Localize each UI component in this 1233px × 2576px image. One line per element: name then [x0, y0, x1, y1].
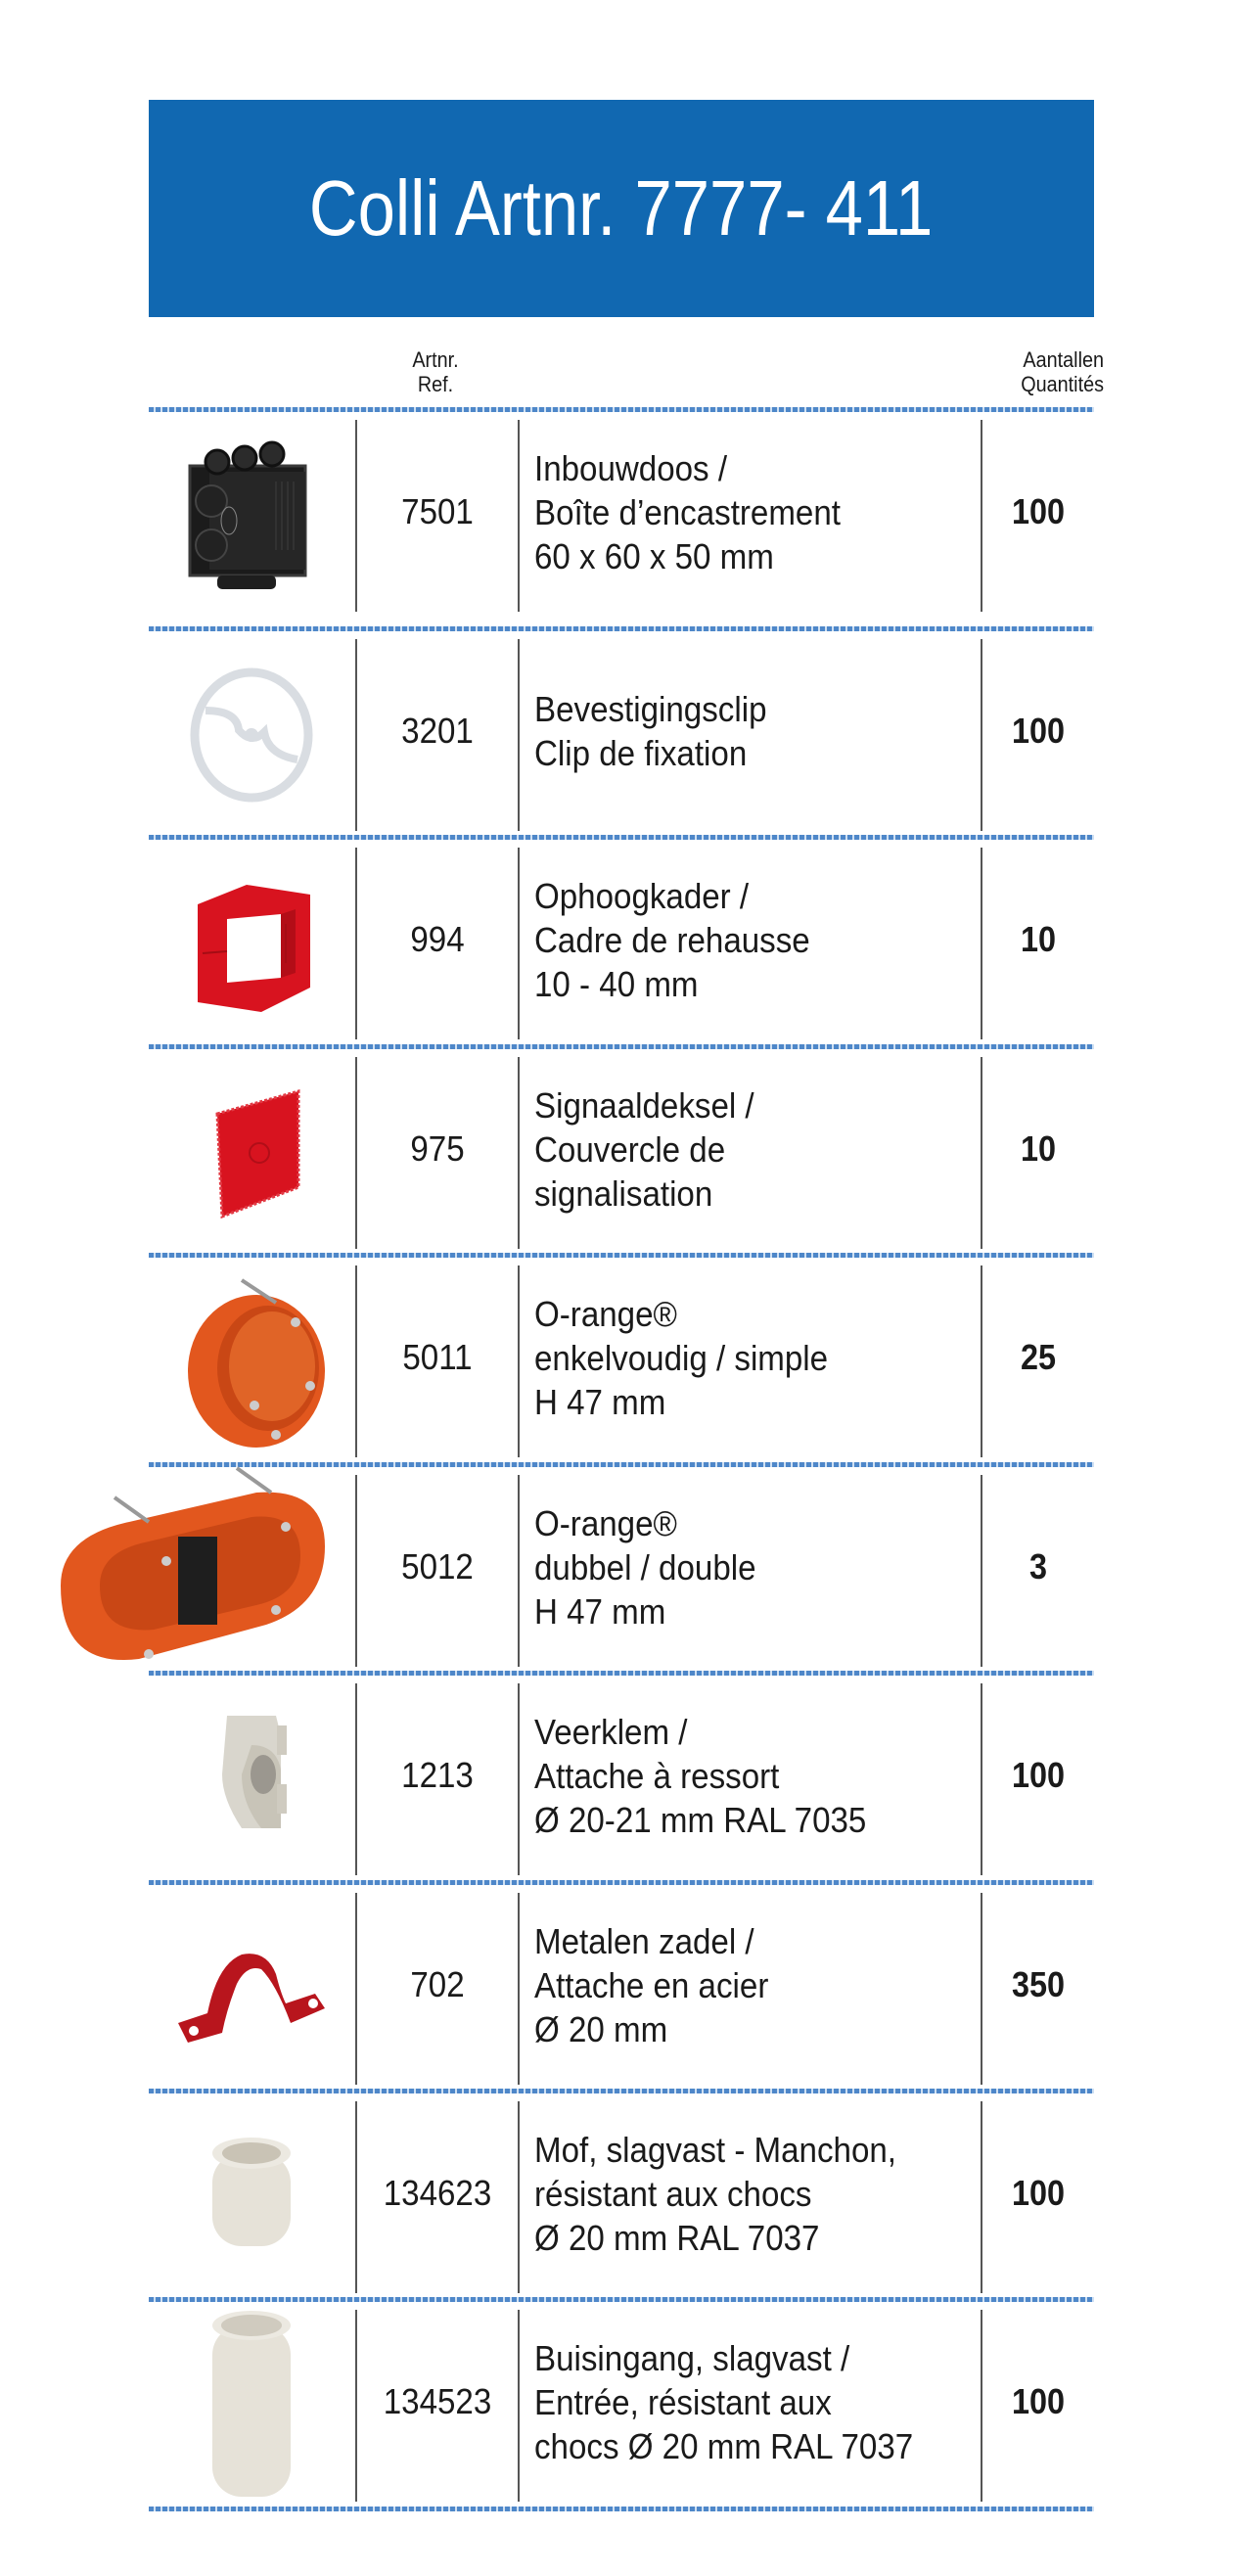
table-row [149, 2093, 1094, 2293]
tube-entry-icon [149, 2310, 354, 2502]
description [534, 412, 984, 612]
article-number: 702 [410, 1964, 465, 2004]
description [534, 2093, 984, 2293]
description [534, 1049, 984, 1249]
column-header-qty-fr: Quantités [1021, 372, 1104, 396]
description-line: Attache à ressort [534, 1755, 780, 1796]
description-line: Attache en acier [534, 1964, 769, 2005]
quantity: 100 [1011, 711, 1066, 751]
column-divider [981, 2310, 982, 2502]
red-signal-cover-icon [149, 1057, 354, 1249]
column-divider [981, 1893, 982, 2085]
table-row [149, 840, 1094, 1039]
description-line: Buisingang, slagvast / [534, 2337, 850, 2378]
column-divider [518, 1893, 520, 2085]
column-divider [981, 848, 982, 1039]
article-number: 994 [410, 919, 465, 959]
description-line: Ø 20 mm [534, 2008, 668, 2049]
column-divider [981, 1057, 982, 1249]
description-line: O-range® [534, 1502, 677, 1543]
quantity: 25 [1020, 1337, 1057, 1377]
description [534, 631, 984, 831]
column-divider [981, 1683, 982, 1875]
description [534, 1885, 984, 2085]
description-line: Ø 20-21 mm RAL 7035 [534, 1799, 867, 1840]
column-divider [981, 639, 982, 831]
description-line: 60 x 60 x 50 mm [534, 535, 774, 576]
title-banner [149, 100, 1094, 317]
description-line: enkelvoudig / simple [534, 1337, 829, 1378]
table-row [149, 1885, 1094, 2085]
orange-single-box-icon [149, 1265, 354, 1457]
quantity: 10 [1020, 1128, 1057, 1169]
description [534, 1676, 984, 1875]
description-line: 10 - 40 mm [534, 963, 699, 1004]
description-line: Couvercle de [534, 1128, 726, 1170]
column-divider [355, 1265, 357, 1457]
column-divider [518, 2101, 520, 2293]
metal-saddle-icon [149, 1893, 354, 2085]
quantity: 100 [1011, 2173, 1066, 2213]
column-divider [981, 420, 982, 612]
quantity: 350 [1011, 1964, 1066, 2004]
description-line: Inbouwdoos / [534, 447, 728, 488]
article-number: 134623 [383, 2173, 492, 2213]
description [534, 840, 984, 1039]
article-number: 3201 [401, 711, 474, 751]
table-row [149, 412, 1094, 612]
white-fixing-clip-icon [149, 639, 354, 831]
column-divider [355, 2310, 357, 2502]
column-header-qty-nl: Aantallen [1023, 347, 1104, 372]
description-line: Ø 20 mm RAL 7037 [534, 2217, 820, 2258]
table-row [149, 1049, 1094, 1249]
page-title: Colli Artnr. 7777- 411 [309, 164, 934, 252]
sleeve-coupling-icon [149, 2101, 354, 2293]
description-line: résistant aux chocs [534, 2173, 812, 2214]
column-divider [355, 2101, 357, 2293]
article-number: 1213 [401, 1755, 474, 1795]
red-extension-frame-icon [149, 848, 354, 1039]
column-divider [355, 1893, 357, 2085]
quantity: 100 [1011, 2381, 1066, 2421]
description-line: Mof, slagvast - Manchon, [534, 2129, 896, 2170]
column-divider [355, 848, 357, 1039]
column-divider [355, 1475, 357, 1667]
description [534, 1467, 984, 1667]
description-line: H 47 mm [534, 1381, 666, 1422]
article-number: 5011 [402, 1337, 473, 1377]
column-divider [518, 1475, 520, 1667]
description-line: O-range® [534, 1293, 677, 1334]
column-divider [518, 2310, 520, 2502]
article-number: 134523 [383, 2381, 492, 2421]
description-line: Veerklem / [534, 1711, 688, 1752]
column-divider [355, 639, 357, 831]
column-divider [518, 1683, 520, 1875]
description-line: signalisation [534, 1173, 713, 1214]
article-number: 5012 [401, 1546, 474, 1587]
quantity: 10 [1020, 919, 1057, 959]
description-line: Bevestigingsclip [534, 689, 767, 729]
row-divider [149, 2507, 1094, 2511]
spring-clamp-icon [149, 1683, 354, 1875]
description-line: H 47 mm [534, 1590, 666, 1632]
column-divider [981, 1265, 982, 1457]
column-divider [518, 639, 520, 831]
column-divider [518, 1265, 520, 1457]
description-line: Entrée, résistant aux [534, 2381, 832, 2422]
table-row [149, 1676, 1094, 1875]
column-divider [981, 1475, 982, 1667]
quantity: 100 [1011, 491, 1066, 531]
description-line: Boîte d’encastrement [534, 491, 841, 532]
description-line: chocs Ø 20 mm RAL 7037 [534, 2425, 914, 2466]
table-row [149, 2302, 1094, 2502]
column-divider [355, 420, 357, 612]
article-number: 7501 [401, 491, 474, 531]
description-line: dubbel / double [534, 1546, 756, 1587]
description-line: Clip de fixation [534, 733, 748, 773]
column-header-ref [391, 347, 480, 396]
column-header-ref-nl: Artnr. [412, 347, 459, 372]
description-line: Signaaldeksel / [534, 1084, 754, 1126]
description-line: Metalen zadel / [534, 1920, 754, 1961]
table-row [149, 1258, 1094, 1457]
column-header-qty [993, 347, 1104, 396]
description-line: Cadre de rehausse [534, 919, 810, 960]
column-divider [518, 420, 520, 612]
column-header-ref-fr: Ref. [417, 372, 454, 396]
column-divider [518, 1057, 520, 1249]
table-row [149, 1467, 1094, 1667]
quantity: 100 [1011, 1755, 1066, 1795]
column-divider [981, 2101, 982, 2293]
table-row [149, 631, 1094, 831]
column-divider [355, 1057, 357, 1249]
description [534, 1258, 984, 1457]
black-flush-box-icon [149, 420, 354, 612]
quantity: 3 [1028, 1546, 1048, 1587]
description [534, 2302, 984, 2502]
description-line: Ophoogkader / [534, 875, 750, 916]
article-number: 975 [410, 1128, 465, 1169]
column-divider [355, 1683, 357, 1875]
orange-double-box-icon [41, 1475, 335, 1667]
column-divider [518, 848, 520, 1039]
